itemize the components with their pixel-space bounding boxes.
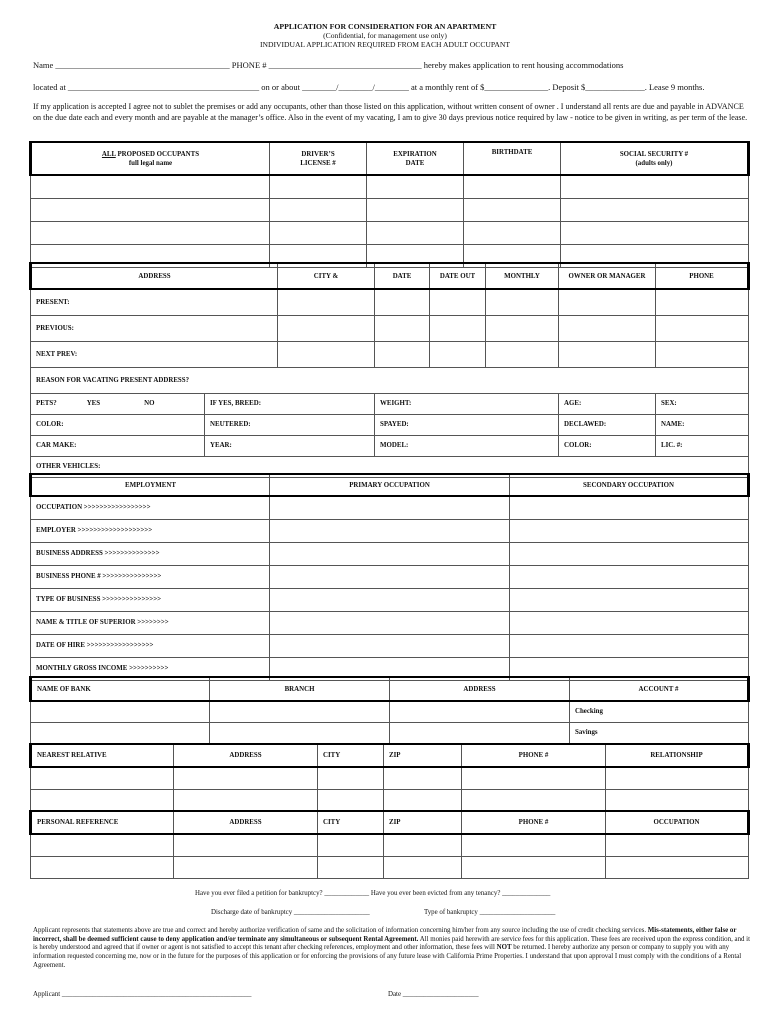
occupant-name-cell[interactable] (31, 175, 270, 198)
reference-header: PERSONAL REFERENCE (31, 811, 174, 834)
address-row-present (31, 289, 749, 315)
employment-row (31, 588, 749, 611)
relative-phone-header: PHONE # (462, 744, 606, 767)
occupant-row (31, 221, 749, 244)
discharge-date-field[interactable]: Discharge date of bankruptcy ______________________ (211, 909, 370, 916)
city-header: CITY & (278, 263, 375, 289)
car-row (31, 435, 749, 456)
bank-row (31, 722, 749, 743)
pets-cell[interactable]: PETS? YES NO (31, 393, 205, 414)
reference-row (31, 834, 749, 856)
address-row-previous (31, 315, 749, 341)
license-header: DRIVER’S LICENSE # (270, 142, 367, 175)
signature-date-field[interactable]: Date ______________________ (388, 991, 479, 998)
reference-row (31, 856, 749, 878)
form-subtitle: (Confidential, for management use only) (323, 31, 447, 40)
present-label: PRESENT: (31, 289, 278, 315)
bank-name-header: NAME OF BANK (31, 677, 210, 701)
location-rent-line[interactable]: located at _____________________________________________ on or about ________/________/________ at a monthly rent of $_______________. Deposit $______________. Lease 9 months. (33, 82, 705, 92)
pet-color-label[interactable]: COLOR: (31, 414, 205, 435)
address-table (29, 262, 750, 478)
occupant-row (31, 175, 749, 198)
occupants-table (29, 141, 750, 268)
relative-table (29, 743, 750, 812)
legal-statement: Applicant represents that statements above are true and correct and hereby authorize verification of same and the solicitation of information concerning him/her from any source including the use of credit checking services. Mis-statements, either false or incorrect, shall be deemed sufficient cause to deny application and/or terminate any simultaneous or subsequent Rental Agreement. All monies paid herewith are service fees for this application. These fees are received upon the express condition, and it is hereby understood and agreed that if owner or agent is not satisfied to accept this tenant after checking references, employment and other information, these fees will NOT be returned. I hereby authorize any person or company to supply you with any information requested concerning me, now or in the future for the purposes of this application or for enforcing the provisions of any future lease with California Prime Properties. I understand that upon approval I must comply with the conditions of a Rental Agreement. (33, 927, 751, 969)
address-row-next-prev (31, 341, 749, 367)
employment-row (31, 496, 749, 519)
business-phone-label: BUSINESS PHONE # >>>>>>>>>>>>>>> (31, 565, 270, 588)
employment-header: EMPLOYMENT (31, 474, 270, 496)
employment-row (31, 565, 749, 588)
business-address-label: BUSINESS ADDRESS >>>>>>>>>>>>>> (31, 542, 270, 565)
phone-header: PHONE (656, 263, 749, 289)
reference-table (29, 810, 750, 879)
bank-row (31, 701, 749, 722)
account-header: ACCOUNT # (570, 677, 749, 701)
address-header: ADDRESS (31, 263, 278, 289)
name-phone-line[interactable]: Name _________________________________________ PHONE # ____________________________________ hereby makes application to rent housing accommodations (33, 60, 624, 70)
occupation-label: OCCUPATION >>>>>>>>>>>>>>>>> (31, 496, 270, 519)
superior-label: NAME & TITLE OF SUPERIOR >>>>>>>> (31, 611, 270, 634)
monthly-header: MONTHLY (486, 263, 559, 289)
reference-occupation-header: OCCUPATION (606, 811, 749, 834)
bankruptcy-eviction-line[interactable]: Have you ever filed a petition for bankruptcy? _____________ Have you ever been evicted from any tenancy? ______________ (195, 890, 551, 897)
declawed-label[interactable]: DECLAWED: (559, 414, 656, 435)
agreement-paragraph: If my application is accepted I agree not to sublet the premises or add any occupants, other than those listed on this application, without written consent of owner . I understand all rents are due and payable in ADVANCE on the due date each and every month and are payable at the manager’s office. Also in the event of my vacating, I am to give 30 days previous notice required by law - notice to be given in writing, as per term of the lease. (33, 102, 748, 122)
occupant-name-cell[interactable] (31, 198, 270, 221)
reference-city-header: CITY (318, 811, 384, 834)
form-title: APPLICATION FOR CONSIDERATION FOR AN APARTMENT (273, 22, 497, 31)
secondary-occupation-header: SECONDARY OCCUPATION (510, 474, 749, 496)
birthdate-header: BIRTHDATE (464, 142, 561, 175)
applicant-signature-field[interactable]: Applicant _______________________________________________________ (33, 991, 252, 998)
car-model-label[interactable]: MODEL: (375, 435, 559, 456)
employment-row (31, 519, 749, 542)
employment-row (31, 611, 749, 634)
ssn-header: SOCIAL SECURITY # (adults only) (561, 142, 749, 175)
branch-header: BRANCH (210, 677, 390, 701)
reference-zip-header: ZIP (384, 811, 462, 834)
reason-vacating-label[interactable]: REASON FOR VACATING PRESENT ADDRESS? (31, 367, 749, 393)
expiration-header: EXPIRATION DATE (367, 142, 464, 175)
other-vehicles-label[interactable]: OTHER VEHICLES: (31, 456, 749, 477)
car-year-label[interactable]: YEAR: (205, 435, 375, 456)
relative-row (31, 767, 749, 789)
car-lic-label[interactable]: LIC. #: (656, 435, 749, 456)
bank-address-header: ADDRESS (390, 677, 570, 701)
date-out-header: DATE OUT (430, 263, 486, 289)
monthly-income-label: MONTHLY GROSS INCOME >>>>>>>>>> (31, 657, 270, 680)
date-of-hire-label: DATE OF HIRE >>>>>>>>>>>>>>>>> (31, 634, 270, 657)
pet-details-row (31, 414, 749, 435)
employer-label: EMPLOYER >>>>>>>>>>>>>>>>>>> (31, 519, 270, 542)
spayed-label[interactable]: SPAYED: (375, 414, 559, 435)
next-prev-label: NEXT PREV: (31, 341, 278, 367)
neutered-label[interactable]: NEUTERED: (205, 414, 375, 435)
bankruptcy-type-field[interactable]: Type of bankruptcy ______________________ (424, 909, 556, 916)
occupant-name-cell[interactable] (31, 221, 270, 244)
checking-label[interactable]: Checking (570, 701, 749, 722)
breed-label[interactable]: IF YES, BREED: (205, 393, 375, 414)
weight-label[interactable]: WEIGHT: (375, 393, 559, 414)
relative-city-header: CITY (318, 744, 384, 767)
savings-label[interactable]: Savings (570, 722, 749, 743)
reference-address-header: ADDRESS (174, 811, 318, 834)
type-of-business-label: TYPE OF BUSINESS >>>>>>>>>>>>>>> (31, 588, 270, 611)
primary-occupation-header: PRIMARY OCCUPATION (270, 474, 510, 496)
occupants-header: ALL PROPOSED OCCUPANTS full legal name (31, 142, 270, 175)
relative-zip-header: ZIP (384, 744, 462, 767)
pet-name-label[interactable]: NAME: (656, 414, 749, 435)
pets-row (31, 393, 749, 414)
previous-label: PREVIOUS: (31, 315, 278, 341)
sex-label[interactable]: SEX: (656, 393, 749, 414)
occupant-row (31, 198, 749, 221)
reference-phone-header: PHONE # (462, 811, 606, 834)
date-header: DATE (375, 263, 430, 289)
relative-address-header: ADDRESS (174, 744, 318, 767)
employment-row (31, 634, 749, 657)
relative-header: NEAREST RELATIVE (31, 744, 174, 767)
relative-row (31, 789, 749, 811)
relationship-header: RELATIONSHIP (606, 744, 749, 767)
bank-table (29, 676, 750, 744)
car-make-label[interactable]: CAR MAKE: (31, 435, 205, 456)
owner-manager-header: OWNER OR MANAGER (559, 263, 656, 289)
employment-table (29, 473, 750, 681)
age-label[interactable]: AGE: (559, 393, 656, 414)
car-color-label[interactable]: COLOR: (559, 435, 656, 456)
form-note: INDIVIDUAL APPLICATION REQUIRED FROM EACH ADULT OCCUPANT (259, 40, 511, 49)
employment-row (31, 542, 749, 565)
